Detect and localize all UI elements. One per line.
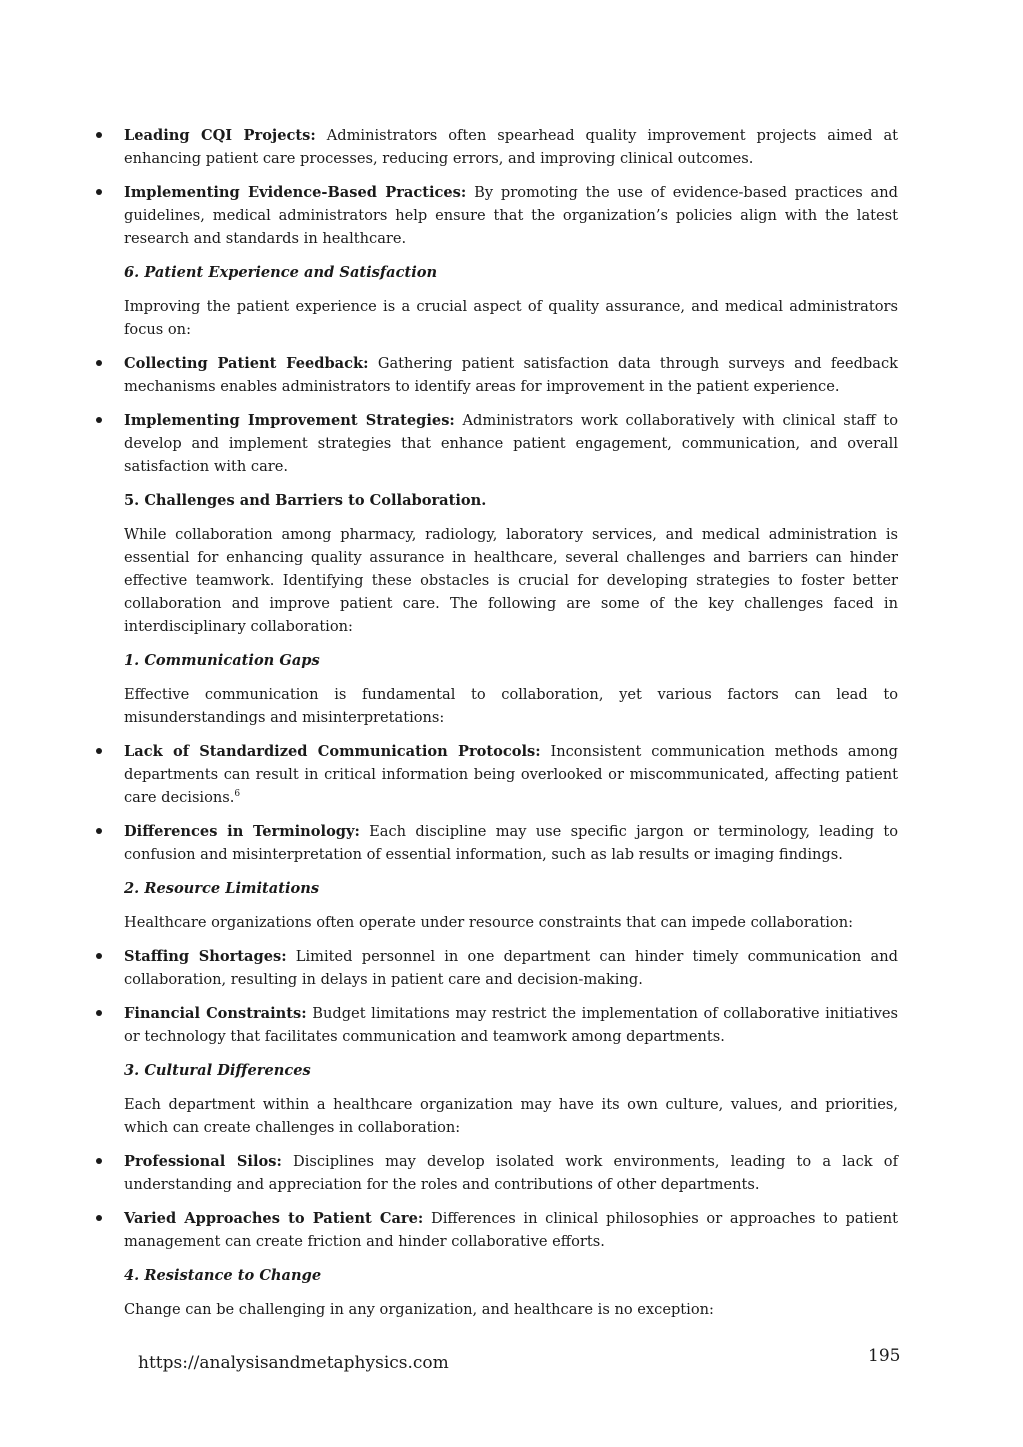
subsection-heading: 3. Cultural Differences — [124, 1062, 311, 1079]
page-number: 195 — [868, 1346, 901, 1366]
bullet-text: Limited personnel in one department can hinder timely communication and collaboration, resulting in delays in patient care and decision-making. — [124, 948, 898, 988]
paragraph: While collaboration among pharmacy, radiology, laboratory services, and medical administration is essential for enhancing quality assurance in healthcare, several challenges and barriers can hinder effective teamwork. Identifying these obstacles is crucial for developing strategies to foster better collaboration and improve patient care. The following are some of the key challenges faced in interdisciplinary collaboration: — [124, 526, 898, 635]
paragraph: Improving the patient experience is a crucial aspect of quality assurance, and medical administrators focus on: — [124, 298, 898, 338]
bullet-text: Inconsistent communication methods among departments can result in critical information being overlooked or miscommunicated, affecting patient care decisions. — [124, 743, 898, 806]
bullet-term: Financial Constraints: — [124, 1005, 307, 1022]
section-heading: 5. Challenges and Barriers to Collaboration. — [124, 492, 487, 509]
bullet-item — [124, 124, 898, 170]
bullet-item — [124, 352, 898, 398]
subsection-heading: 2. Resource Limitations — [124, 880, 320, 897]
bullet-item — [124, 181, 898, 250]
paragraph: Change can be challenging in any organization, and healthcare is no exception: — [124, 1301, 714, 1318]
subsection-heading: 6. Patient Experience and Satisfaction — [124, 264, 438, 281]
bullet-item — [124, 1002, 898, 1048]
bullet-term: Differences in Terminology: — [124, 823, 360, 840]
bullet-text: Each discipline may use specific jargon or terminology, leading to confusion and misinterpretation of essential information, such as lab results or imaging findings. — [124, 823, 898, 863]
bullet-item — [124, 945, 898, 991]
bullet-item — [124, 820, 898, 866]
bullet-text: Gathering patient satisfaction data through surveys and feedback mechanisms enables administrators to identify areas for improvement in the patient experience. — [124, 355, 898, 395]
bullet-term: Staffing Shortages: — [124, 948, 287, 965]
bullet-text: Administrators work collaboratively with clinical staff to develop and implement strategies that enhance patient engagement, communication, and overall satisfaction with care. — [124, 412, 898, 475]
bullet-text: By promoting the use of evidence-based practices and guidelines, medical administrators help ensure that the organization’s policies align with the latest research and standards in healthcare. — [124, 184, 898, 247]
bullet-text: Disciplines may develop isolated work environments, leading to a lack of understanding and appreciation for the roles and contributions of other departments. — [124, 1153, 898, 1193]
bullet-term: Collecting Patient Feedback: — [124, 355, 369, 372]
paragraph: Each department within a healthcare organization may have its own culture, values, and priorities, which can create challenges in collaboration: — [124, 1096, 898, 1136]
bullet-term: Varied Approaches to Patient Care: — [124, 1210, 424, 1227]
bullet-item — [124, 1207, 898, 1253]
subsection-heading: 4. Resistance to Change — [124, 1267, 322, 1284]
paragraph: Healthcare organizations often operate under resource constraints that can impede collaboration: — [124, 914, 854, 931]
page-body — [124, 124, 898, 1332]
bullet-term: Lack of Standardized Communication Protocols: — [124, 743, 541, 760]
bullet-term: Professional Silos: — [124, 1153, 282, 1170]
citation-marker: 6 — [234, 789, 241, 800]
bullet-term: Leading CQI Projects: — [124, 127, 316, 144]
bullet-item — [124, 1150, 898, 1196]
subsection-heading: 1. Communication Gaps — [124, 652, 320, 669]
bullet-text: Differences in clinical philosophies or approaches to patient management can create friction and hinder collaborative efforts. — [124, 1210, 898, 1250]
footer-url: https://analysisandmetaphysics.com — [138, 1353, 449, 1373]
bullet-term: Implementing Improvement Strategies: — [124, 412, 455, 429]
bullet-item — [124, 740, 898, 809]
bullet-item — [124, 409, 898, 478]
bullet-term: Implementing Evidence-Based Practices: — [124, 184, 467, 201]
bullet-text: Budget limitations may restrict the implementation of collaborative initiatives or technology that facilitates communication and teamwork among departments. — [124, 1005, 898, 1045]
paragraph: Effective communication is fundamental to collaboration, yet various factors can lead to misunderstandings and misinterpretations: — [124, 686, 898, 726]
bullet-text: Administrators often spearhead quality improvement projects aimed at enhancing patient care processes, reducing errors, and improving clinical outcomes. — [124, 127, 899, 167]
